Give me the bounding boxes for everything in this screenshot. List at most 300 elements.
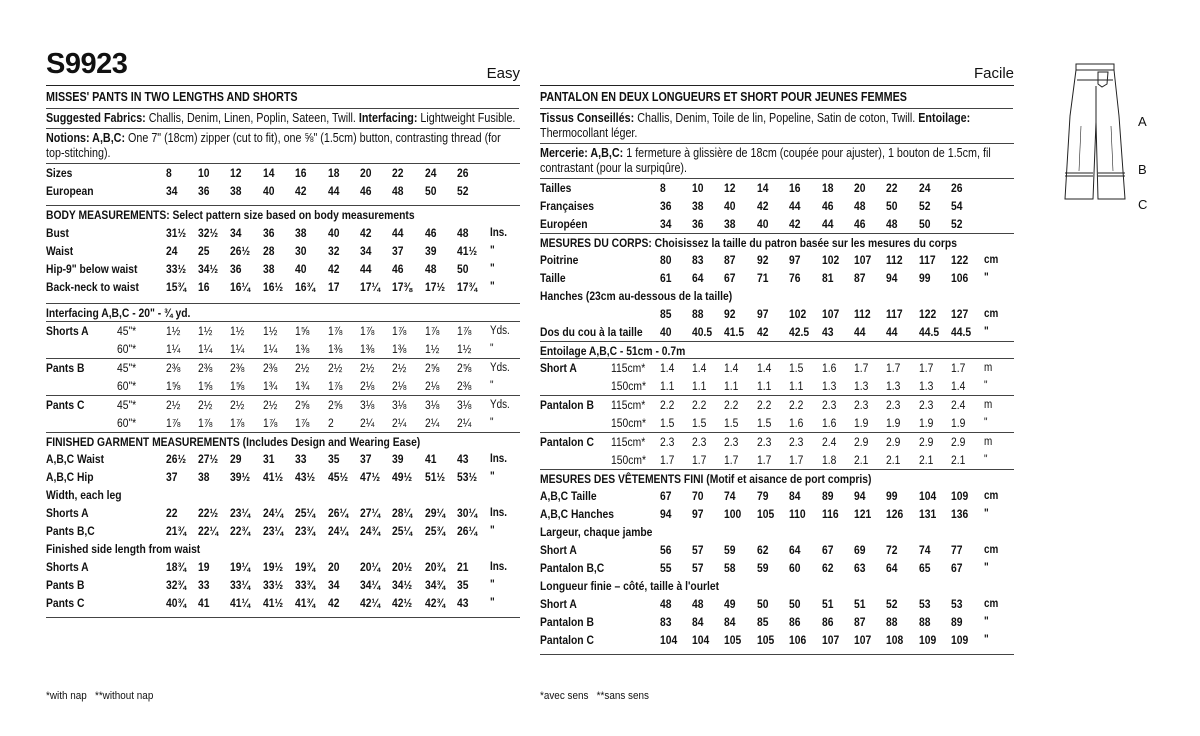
table-cell: 32½ <box>197 226 218 240</box>
table-cell: 40¾ <box>165 596 186 610</box>
table-row <box>540 377 1014 396</box>
table-cell: 2⅛ <box>359 379 375 393</box>
table-cell: 29 <box>230 452 242 466</box>
table-cell: 37 <box>165 470 177 484</box>
table-cell: 48 <box>691 597 704 611</box>
table-cell: 1.7 <box>724 453 739 467</box>
table-cell: 43 <box>821 325 834 339</box>
table-cell: 42 <box>756 199 769 213</box>
table-cell: 53½ <box>457 470 478 484</box>
table-cell: 48 <box>457 226 469 240</box>
body-measurements-table-fr-2 <box>540 305 1014 341</box>
table-row <box>46 558 520 576</box>
table-cell: 1.4 <box>691 361 707 375</box>
table-cell: 2½ <box>392 361 407 375</box>
table-cell: 33½ <box>165 262 186 276</box>
table-cell: 12 <box>230 166 242 180</box>
table-cell: 32 <box>327 244 340 258</box>
fabric-width: 45"* <box>116 398 137 412</box>
table-cell: 72 <box>886 543 898 557</box>
table-cell: 22¾ <box>230 524 251 538</box>
unit-cell: Ins. <box>489 507 507 519</box>
table-cell: 39 <box>424 244 437 258</box>
table-cell: 42¼ <box>359 596 381 610</box>
table-cell: 56 <box>659 543 671 557</box>
table-cell: 50 <box>886 199 898 213</box>
table-cell: 53 <box>918 597 931 611</box>
table-cell: 49½ <box>392 470 413 484</box>
table-cell: 52 <box>951 217 963 231</box>
unit-cell: " <box>983 380 988 392</box>
table-cell: 41¼ <box>230 596 251 610</box>
table-cell: 38 <box>197 470 210 484</box>
body-measurements-title: BODY MEASUREMENTS: Select pattern size based on body measurements <box>46 208 415 222</box>
table-cell: 127 <box>951 307 969 321</box>
table-row <box>540 269 1014 287</box>
table-cell: 42 <box>327 596 340 610</box>
table-cell: 40 <box>262 184 275 198</box>
table-cell: 2½ <box>197 398 213 412</box>
table-cell: 1.3 <box>886 379 901 393</box>
unit-cell: " <box>983 326 989 338</box>
row-label: Back-neck to waist <box>46 280 139 294</box>
table-cell: 80 <box>659 253 671 267</box>
row-label: A,B,C Hanches <box>540 507 614 521</box>
table-cell: 104 <box>918 489 936 503</box>
table-cell: 27½ <box>197 452 218 466</box>
table-cell: 51 <box>821 597 834 611</box>
table-cell: 64 <box>886 561 898 575</box>
table-cell: 34 <box>230 226 242 240</box>
table-cell: 24¼ <box>262 506 283 520</box>
unit-cell <box>490 164 520 182</box>
table-cell: 45½ <box>327 470 348 484</box>
table-cell: 34½ <box>197 262 218 276</box>
table-cell: 14 <box>262 166 275 180</box>
table-cell: 3⅛ <box>392 398 407 412</box>
table-row <box>540 451 1014 469</box>
table-cell: 89 <box>821 489 834 503</box>
table-cell: 51 <box>853 597 866 611</box>
table-cell: 16 <box>295 166 307 180</box>
table-cell: 87 <box>853 271 866 285</box>
finished-table-3 <box>46 558 520 612</box>
table-cell: 1.7 <box>918 361 934 375</box>
table-row <box>46 450 520 468</box>
table-cell: 74 <box>918 543 931 557</box>
table-cell: 34½ <box>392 578 413 592</box>
table-cell: 50 <box>789 597 801 611</box>
table-cell: 42 <box>295 184 307 198</box>
finished-table-fr-1 <box>540 487 1014 523</box>
table-cell: 44.5 <box>951 325 972 339</box>
table-cell: 67 <box>821 543 834 557</box>
table-cell: 2⅝ <box>457 361 472 375</box>
body-measurements-table <box>46 224 520 296</box>
table-cell: 57 <box>691 561 704 575</box>
unit-cell: " <box>489 245 495 257</box>
table-cell: 2¼ <box>392 416 407 430</box>
table-cell: 36 <box>262 226 275 240</box>
header-row <box>46 48 520 86</box>
table-cell: 2½ <box>327 361 342 375</box>
table-cell: 34 <box>659 217 671 231</box>
table-cell: 1.3 <box>853 379 869 393</box>
row-label: Pantalon C <box>540 435 594 449</box>
table-cell: 57 <box>691 543 704 557</box>
table-cell: 52 <box>918 199 931 213</box>
table-cell: 117 <box>918 253 936 267</box>
table-cell: 42½ <box>392 596 413 610</box>
table-row <box>540 396 1014 415</box>
table-cell: 1⅞ <box>392 324 407 338</box>
table-cell: 8 <box>165 166 172 180</box>
table-cell: 1⅞ <box>165 416 180 430</box>
unit-cell <box>984 215 1014 233</box>
table-cell: 23¼ <box>262 524 283 538</box>
table-cell: 19½ <box>262 560 283 574</box>
table-row <box>540 197 1014 215</box>
table-row <box>540 505 1014 523</box>
table-cell: 42¾ <box>424 596 445 610</box>
unit-cell: " <box>489 343 494 355</box>
row-label <box>540 305 660 323</box>
table-cell: 107 <box>853 633 872 647</box>
table-cell: 1⅞ <box>295 416 310 430</box>
table-cell: 33 <box>295 452 307 466</box>
table-cell: 67 <box>951 561 963 575</box>
table-cell: 81 <box>821 271 834 285</box>
row-label: European <box>46 184 94 198</box>
table-cell: 2⅜ <box>197 361 213 375</box>
table-cell: 2.1 <box>951 453 966 467</box>
table-cell: 14 <box>756 181 769 195</box>
table-cell: 31 <box>262 452 275 466</box>
table-cell: 17⅜ <box>392 280 413 294</box>
table-cell: 2½ <box>359 361 375 375</box>
table-row <box>46 396 520 415</box>
table-cell: 38 <box>230 184 242 198</box>
table-cell: 38 <box>724 217 736 231</box>
table-cell: 37 <box>359 452 372 466</box>
table-cell: 1.9 <box>886 416 901 430</box>
table-row <box>46 594 520 612</box>
table-cell: 37 <box>392 244 404 258</box>
table-cell: 1¼ <box>165 342 180 356</box>
table-row <box>46 224 520 242</box>
table-row <box>46 322 520 340</box>
sizes-table-fr <box>540 179 1014 233</box>
hanches-subtitle: Hanches (23cm au-dessous de la taille) <box>540 289 733 303</box>
table-row <box>46 164 520 182</box>
unit-cell: Yds. <box>489 399 510 411</box>
table-cell: 87 <box>724 253 736 267</box>
table-cell: 106 <box>789 633 807 647</box>
table-row <box>46 468 520 486</box>
unit-cell: m <box>983 399 992 411</box>
table-cell: 25¼ <box>295 506 316 520</box>
table-cell: 84 <box>789 489 801 503</box>
table-cell: 33¼ <box>230 578 251 592</box>
table-cell: 46 <box>359 184 372 198</box>
unit-cell: cm <box>983 544 998 556</box>
table-cell: 92 <box>724 307 736 321</box>
table-cell: 44.5 <box>918 325 939 339</box>
table-cell: 1⅞ <box>327 324 342 338</box>
table-cell: 25¾ <box>424 524 445 538</box>
row-label: Pantalon B <box>540 615 594 629</box>
table-cell: 97 <box>691 507 704 521</box>
unit-cell: " <box>489 281 495 293</box>
table-cell: 2⅝ <box>295 398 310 412</box>
table-cell: 59 <box>724 543 736 557</box>
table-cell: 1⅝ <box>230 379 245 393</box>
sizes-table <box>46 164 520 200</box>
length-subtitle-fr: Longueur finie – côté, taille à l'ourlet <box>540 579 720 593</box>
table-cell: 116 <box>821 507 839 521</box>
table-cell: 2.3 <box>886 398 901 412</box>
table-cell: 2.3 <box>789 435 804 449</box>
table-cell: 1.5 <box>756 416 772 430</box>
table-cell: 64 <box>691 271 704 285</box>
table-cell: 36 <box>659 199 671 213</box>
table-cell: 10 <box>197 166 210 180</box>
unit-cell: " <box>983 634 989 646</box>
table-row <box>540 559 1014 577</box>
table-cell: 24 <box>918 181 931 195</box>
table-cell: 40 <box>659 325 671 339</box>
table-cell: 16½ <box>262 280 283 294</box>
table-cell: 17¼ <box>359 280 381 294</box>
difficulty-label-fr: Facile <box>973 65 1014 82</box>
unit-cell: cm <box>983 308 998 320</box>
table-cell: 15¾ <box>165 280 186 294</box>
table-cell: 41¾ <box>295 596 316 610</box>
table-cell: 41½ <box>457 244 478 258</box>
table-cell: 1.1 <box>691 379 707 393</box>
table-cell: 67 <box>724 271 736 285</box>
table-cell: 104 <box>659 633 677 647</box>
table-cell: 40 <box>724 199 736 213</box>
table-cell: 20 <box>327 560 340 574</box>
table-cell: 1.7 <box>659 453 674 467</box>
table-cell: 88 <box>886 615 898 629</box>
row-label: A,B,C Waist <box>46 452 105 466</box>
table-cell: 1⅞ <box>197 416 213 430</box>
table-cell: 2.1 <box>918 453 934 467</box>
table-row <box>540 541 1014 559</box>
table-cell: 24¼ <box>327 524 348 538</box>
table-cell: 26¼ <box>327 506 348 520</box>
footnote-fr: *avec sens **sans sens <box>540 690 649 702</box>
row-label <box>46 340 117 359</box>
table-cell: 44 <box>327 184 340 198</box>
table-cell: 1.1 <box>659 379 674 393</box>
table-cell: 46 <box>424 226 437 240</box>
interfacing-table <box>46 322 520 432</box>
table-cell: 1⅞ <box>359 324 375 338</box>
table-cell: 46 <box>853 217 866 231</box>
table-cell: 26 <box>951 181 963 195</box>
fabrics-paragraph: Suggested Fabrics: Challis, Denim, Linen, Poplin, Sateen, Twill. Interfacing: Lightweight Fusible. <box>46 109 520 129</box>
table-cell: 2.4 <box>951 398 966 412</box>
body-measurements-title-fr: MESURES DU CORPS: Choisissez la taille du patron basée sur les mesures du corps <box>540 233 1014 251</box>
table-cell: 117 <box>886 307 903 321</box>
table-row <box>540 613 1014 631</box>
unit-cell: " <box>983 454 988 466</box>
table-cell: 71 <box>756 271 769 285</box>
table-cell: 2.9 <box>951 435 966 449</box>
table-cell: 43 <box>457 452 469 466</box>
table-cell: 40 <box>295 262 307 276</box>
table-cell: 62 <box>756 543 769 557</box>
table-cell: 3⅛ <box>424 398 440 412</box>
table-cell: 36 <box>230 262 242 276</box>
table-cell: 18 <box>327 166 340 180</box>
table-cell: 40 <box>756 217 769 231</box>
table-cell: 2⅜ <box>262 361 278 375</box>
table-cell: 48 <box>659 597 671 611</box>
unit-cell <box>984 179 1014 197</box>
table-cell: 64 <box>789 543 801 557</box>
table-cell: 94 <box>853 489 866 503</box>
table-cell: 16 <box>789 181 801 195</box>
table-cell: 94 <box>886 271 898 285</box>
table-cell: 2.1 <box>886 453 901 467</box>
row-label: A,B,C Hip <box>46 470 94 484</box>
table-cell: 122 <box>951 253 969 267</box>
unit-cell: " <box>983 272 989 284</box>
row-label: Pants B <box>46 361 85 375</box>
unit-cell: Ins. <box>489 453 507 465</box>
table-cell: 1.4 <box>724 361 739 375</box>
table-row <box>540 323 1014 341</box>
table-cell: 58 <box>724 561 736 575</box>
row-label: Pants C <box>46 398 85 412</box>
table-cell: 35 <box>457 578 469 592</box>
unit-cell: " <box>489 380 494 392</box>
unit-cell: m <box>983 362 992 374</box>
row-label: Taille <box>540 271 566 285</box>
table-cell: 42 <box>756 325 769 339</box>
table-cell: 40.5 <box>691 325 712 339</box>
row-label: A,B,C Taille <box>540 489 597 503</box>
unit-cell: " <box>983 562 989 574</box>
table-cell: 2½ <box>295 361 310 375</box>
table-cell: 41½ <box>262 596 283 610</box>
difficulty-label: Easy <box>486 65 520 82</box>
table-cell: 50 <box>756 597 769 611</box>
table-cell: 1.7 <box>756 453 772 467</box>
table-row <box>540 359 1014 377</box>
table-cell: 20 <box>359 166 372 180</box>
table-cell: 1⅞ <box>424 324 440 338</box>
table-cell: 23¾ <box>295 524 316 538</box>
french-column <box>540 52 1014 655</box>
table-row <box>46 278 520 296</box>
table-cell: 2.4 <box>821 435 836 449</box>
table-cell: 26¼ <box>457 524 478 538</box>
unit-cell: " <box>489 263 495 275</box>
table-cell: 2¼ <box>457 416 472 430</box>
table-cell: 2½ <box>165 398 180 412</box>
table-cell: 27¼ <box>359 506 381 520</box>
table-cell: 1.4 <box>756 361 772 375</box>
fabric-width: 60"* <box>116 342 137 356</box>
table-cell: 39 <box>392 452 404 466</box>
row-label: Européen <box>540 217 588 231</box>
table-cell: 21 <box>457 560 469 574</box>
width-subtitle: Width, each leg <box>46 488 122 502</box>
table-cell: 109 <box>951 489 969 503</box>
table-cell: 54 <box>951 199 963 213</box>
finished-measurements-title: FINISHED GARMENT MEASUREMENTS (Includes Design and Wearing Ease) <box>46 432 520 450</box>
fabric-width: 45"* <box>116 324 137 338</box>
table-cell: 84 <box>691 615 704 629</box>
table-cell: 1½ <box>197 324 213 338</box>
table-cell: 41½ <box>262 470 283 484</box>
table-cell: 2.2 <box>659 398 674 412</box>
table-cell: 2.2 <box>756 398 772 412</box>
table-cell: 79 <box>756 489 769 503</box>
table-cell: 30 <box>295 244 307 258</box>
table-cell: 2.2 <box>789 398 804 412</box>
table-cell: 2.3 <box>756 435 772 449</box>
table-row <box>540 305 1014 323</box>
notions-paragraph: Notions: A,B,C: One 7" (18cm) zipper (cut to fit), one ⅝" (1.5cm) button, contrasting thread (for top-stitching). <box>46 129 520 164</box>
fabric-width: 150cm* <box>610 416 646 430</box>
table-cell: 74 <box>724 489 736 503</box>
table-cell: 50 <box>424 184 437 198</box>
table-cell: 2⅝ <box>424 361 440 375</box>
table-cell: 63 <box>853 561 866 575</box>
table-cell: 38 <box>295 226 307 240</box>
row-label: Short A <box>540 361 577 375</box>
table-cell: 21¾ <box>165 524 186 538</box>
table-cell: 24 <box>424 166 437 180</box>
table-cell: 42 <box>789 217 801 231</box>
table-cell: 34¼ <box>359 578 381 592</box>
table-cell: 1¾ <box>295 379 310 393</box>
table-cell: 85 <box>659 307 671 321</box>
table-cell: 43 <box>457 596 469 610</box>
table-cell: 97 <box>756 307 769 321</box>
unit-cell: " <box>489 417 494 429</box>
table-cell: 44 <box>886 325 898 339</box>
table-cell: 85 <box>756 615 769 629</box>
row-label <box>46 377 117 396</box>
table-cell: 48 <box>392 184 404 198</box>
table-cell: 99 <box>918 271 931 285</box>
row-label: Dos du cou à la taille <box>540 325 643 339</box>
table-row <box>540 433 1014 452</box>
unit-cell: " <box>489 471 495 483</box>
table-cell: 33 <box>197 578 210 592</box>
table-cell: 44 <box>359 262 372 276</box>
table-row <box>46 414 520 432</box>
table-cell: 107 <box>821 633 839 647</box>
row-label <box>540 451 611 469</box>
row-label: Pantalon C <box>540 633 594 647</box>
table-cell: 3⅛ <box>457 398 472 412</box>
table-cell: 2.3 <box>724 435 739 449</box>
table-cell: 44 <box>821 217 834 231</box>
table-cell: 42 <box>327 262 340 276</box>
row-label: Poitrine <box>540 253 579 267</box>
unit-cell: Yds. <box>489 362 510 374</box>
table-cell: 2.9 <box>918 435 934 449</box>
table-cell: 1⅞ <box>327 379 342 393</box>
